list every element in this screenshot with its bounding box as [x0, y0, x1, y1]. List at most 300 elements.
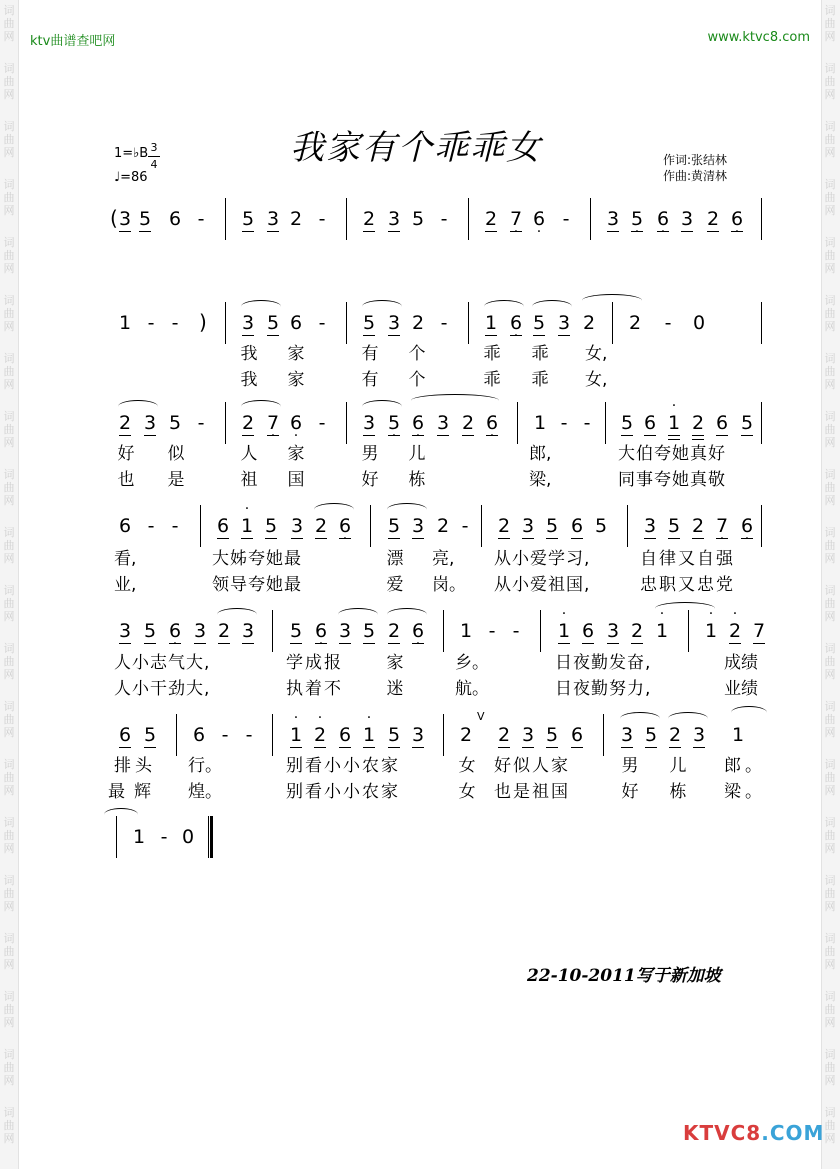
note: 5 [644, 724, 658, 746]
watermark-text: 词 曲 网 [824, 120, 836, 159]
watermark-text: 词 曲 网 [824, 816, 836, 855]
tempo-mark: ♩=86 [114, 170, 148, 185]
watermark-text: 词 曲 网 [824, 294, 836, 333]
note: - [318, 412, 326, 434]
site-url-right: www.ktvc8.com [707, 30, 810, 45]
key-signature: 1=♭B [114, 146, 149, 161]
note: 3 [692, 724, 706, 746]
note: · 5 [630, 208, 644, 230]
lyric: 女, [585, 344, 608, 364]
note: · 1 [289, 724, 303, 746]
note: 1 [459, 620, 473, 642]
note: 6 [570, 515, 584, 537]
lyric: 别看小小农家 [286, 782, 400, 802]
watermark-text: 词 曲 网 [824, 1048, 836, 1087]
lyric: 乖 [483, 370, 501, 390]
lyric: 家 [386, 653, 404, 673]
lyric: 航。 [455, 679, 489, 699]
breath-mark: V [477, 710, 485, 723]
note: - [245, 724, 253, 746]
note: 5 [667, 515, 681, 537]
note: 5 [740, 412, 754, 434]
lyric: 儿 [669, 756, 687, 776]
score-line-1 [0, 208, 840, 278]
note: 2 [459, 724, 473, 746]
lyric: 似 [167, 444, 185, 464]
note: 2 [628, 312, 642, 334]
note: · 6 [730, 208, 744, 230]
lyric: 郎, [529, 444, 552, 464]
lyric: 亮, [432, 549, 455, 569]
score-line-7 [0, 826, 840, 896]
watermark-text: 词 曲 网 [824, 700, 836, 739]
lyric: 大姊夸她最 [212, 549, 302, 569]
time-sig-bottom: 4 [150, 158, 158, 171]
composition-date: 22-10-2011写于新加坡 [527, 966, 721, 986]
lyric: 是 [167, 470, 185, 490]
lyric: 领导夸她最 [212, 575, 302, 595]
note: 2 [241, 412, 255, 434]
watermark-text: 词 曲 网 [824, 584, 836, 623]
lyric: 国 [287, 470, 305, 490]
note: · 6 [314, 620, 328, 642]
repeat-paren-open: ( [110, 206, 118, 230]
note: 5 [620, 412, 634, 434]
note: 2 [387, 620, 401, 642]
note: · 1 [667, 412, 681, 434]
lyric: 好 [621, 782, 639, 802]
note: 6 [643, 412, 657, 434]
note: 3 [680, 208, 694, 230]
barline [225, 198, 226, 240]
note: 3 [557, 312, 571, 334]
watermark-text: 词 曲 网 [3, 236, 15, 275]
lyric: 栋 [669, 782, 687, 802]
note: 6 [168, 208, 182, 230]
note: 0 [692, 312, 706, 334]
lyric: 岗。 [432, 575, 466, 595]
note: · 1 [655, 620, 669, 642]
lyric: 乡。 [455, 653, 489, 673]
lyric: 个 [408, 344, 426, 364]
note: - [440, 208, 448, 230]
lyric: 男 [361, 444, 379, 464]
watermark-text: 词 曲 网 [824, 932, 836, 971]
note: - [318, 312, 326, 334]
lyric: 别看小小农家 [286, 756, 400, 776]
lyric: 女 [458, 782, 476, 802]
note: 5 [138, 208, 152, 230]
lyric: 好 [117, 444, 135, 464]
note: 6 [192, 724, 206, 746]
barline [443, 610, 444, 652]
note: - [440, 312, 448, 334]
lyric: 家 [287, 344, 305, 364]
note: 0 [181, 826, 195, 848]
lyric: 我 [240, 370, 258, 390]
note: · 2 [313, 724, 327, 746]
note: - [562, 208, 570, 230]
time-sig-line [148, 156, 160, 157]
note: 3 [290, 515, 304, 537]
note: 2 [411, 312, 425, 334]
note: 2 [691, 515, 705, 537]
barline [540, 610, 541, 652]
lyric: 从小爱祖国, [494, 575, 591, 595]
barline [346, 302, 347, 344]
note: 5 [411, 208, 425, 230]
note: 5 [387, 515, 401, 537]
watermark-text: 词 曲 网 [3, 874, 15, 913]
note: 6 [118, 724, 132, 746]
lyric: 人 [240, 444, 258, 464]
watermark-text: 词 曲 网 [824, 526, 836, 565]
note: · 6 [411, 412, 425, 434]
lyric: 从小爱学习, [494, 549, 591, 569]
note: 2 [314, 515, 328, 537]
note: 2 [217, 620, 231, 642]
note: 1 [484, 312, 498, 334]
lyric: 儿 [408, 444, 426, 464]
note: 5 [264, 515, 278, 537]
lyric: 人小干劲大, [114, 679, 211, 699]
lyric: 成绩 [724, 653, 758, 673]
note: 3 [606, 620, 620, 642]
lyric: 有 [361, 370, 379, 390]
note: 3 [193, 620, 207, 642]
note: 5 [241, 208, 255, 230]
note: 5 [532, 312, 546, 334]
time-sig-top: 3 [150, 141, 158, 154]
tie [104, 808, 138, 821]
lyric: 我 [240, 344, 258, 364]
site-logo [683, 1121, 824, 1145]
note: 3 [411, 724, 425, 746]
watermark-text: 词 曲 网 [3, 700, 15, 739]
barline [761, 505, 762, 547]
note: · 1 [557, 620, 571, 642]
note: 6 [216, 515, 230, 537]
watermark-text: 词 曲 网 [824, 642, 836, 681]
note: 3 [118, 208, 132, 230]
barline [627, 505, 628, 547]
note: 1 [118, 312, 132, 334]
note: · 2 [728, 620, 742, 642]
final-barline [208, 816, 213, 858]
barline [468, 198, 469, 240]
watermark-text: 词 曲 网 [3, 584, 15, 623]
watermark-text: 词 曲 网 [3, 62, 15, 101]
note: 3 [606, 208, 620, 230]
note: - [171, 312, 179, 334]
note: - [147, 515, 155, 537]
note: 3 [436, 412, 450, 434]
lyric: 祖 [240, 470, 258, 490]
barline [481, 505, 482, 547]
barline [200, 505, 201, 547]
watermark-text: 词 曲 网 [824, 990, 836, 1029]
watermark-text: 词 曲 网 [3, 1048, 15, 1087]
note: - [488, 620, 496, 642]
barline [761, 402, 762, 444]
watermark-text: 词 曲 网 [824, 236, 836, 275]
lyric: 也是祖国 [494, 782, 570, 802]
note: 5 [545, 724, 559, 746]
note: 2 [362, 208, 376, 230]
note: · 6 [289, 412, 303, 434]
tie [731, 706, 767, 719]
note: 5 [594, 515, 608, 537]
barline [116, 816, 117, 858]
lyricist: 作词:张结林 [663, 153, 728, 167]
note: · 6 [411, 620, 425, 642]
note: 3 [521, 724, 535, 746]
note: 3 [620, 724, 634, 746]
note: 3 [411, 515, 425, 537]
note: · 7 [266, 412, 280, 434]
score-line-4 [0, 515, 840, 595]
lyric: 男 [621, 756, 639, 776]
lyric: 个 [408, 370, 426, 390]
note: 5 [143, 620, 157, 642]
note: 2 [436, 515, 450, 537]
barline [605, 402, 606, 444]
lyric: 乖 [531, 344, 549, 364]
note: - [664, 312, 672, 334]
score-line-2 [0, 310, 840, 390]
note: - [512, 620, 520, 642]
note: 3 [387, 208, 401, 230]
barline [225, 402, 226, 444]
watermark-text: 词 曲 网 [824, 62, 836, 101]
note: 6 [338, 724, 352, 746]
watermark-text: 词 曲 网 [3, 468, 15, 507]
lyric: 郎。 [724, 756, 766, 776]
barline [370, 505, 371, 547]
note: 5 [266, 312, 280, 334]
note: 3 [643, 515, 657, 537]
note: · 6 [532, 208, 546, 230]
watermark-text: 词 曲 网 [3, 526, 15, 565]
lyric: 行。 [188, 756, 222, 776]
lyric: 迷 [386, 679, 404, 699]
note: 3 [266, 208, 280, 230]
lyric: 日夜勤努力, [555, 679, 652, 699]
note: 5 [143, 724, 157, 746]
watermark-text: 词 曲 网 [3, 410, 15, 449]
lyric: 业, [114, 575, 137, 595]
note: 5 [289, 620, 303, 642]
note: 2 [497, 724, 511, 746]
note: · 6 [168, 620, 182, 642]
barline [590, 198, 591, 240]
note: 2 [706, 208, 720, 230]
score-line-5 [0, 620, 840, 699]
note: 6 [570, 724, 584, 746]
barline [443, 714, 444, 756]
lyric: 好 [361, 470, 379, 490]
lyric: 乖 [531, 370, 549, 390]
barline [688, 610, 689, 652]
lyric: 自律又自强 [640, 549, 735, 569]
lyric: 家 [287, 370, 305, 390]
note: 2 [630, 620, 644, 642]
note: - [318, 208, 326, 230]
note: 2 [497, 515, 511, 537]
watermark-text: 词 曲 网 [3, 990, 15, 1029]
composer: 作曲:黄清林 [663, 169, 728, 183]
barline [346, 402, 347, 444]
lyric: 排头 [114, 756, 156, 776]
lyric: 梁, [529, 470, 552, 490]
watermark-text: 词 曲 网 [824, 4, 836, 43]
lyric: 女, [585, 370, 608, 390]
watermark-text: 词 曲 网 [3, 120, 15, 159]
note: 1 [533, 412, 547, 434]
watermark-text: 词 曲 网 [3, 4, 15, 43]
note: - [197, 412, 205, 434]
lyric: 最辉 [108, 782, 160, 802]
note: 1 [731, 724, 745, 746]
lyric: 有 [361, 344, 379, 364]
lyric: 大伯夸她真好 [618, 444, 726, 464]
note: - [461, 515, 469, 537]
note: - [160, 826, 168, 848]
note: 2 [691, 412, 705, 434]
note: 2 [484, 208, 498, 230]
note: 6 [289, 312, 303, 334]
barline [761, 198, 762, 240]
note: 2 [668, 724, 682, 746]
note: · 7 [509, 208, 523, 230]
note: 6 [715, 412, 729, 434]
lyric: 好似人家 [494, 756, 570, 776]
lyric: 煌。 [188, 782, 222, 802]
note: 5 [362, 620, 376, 642]
barline [612, 302, 613, 344]
watermark-text: 词 曲 网 [3, 1106, 15, 1145]
logo-main: KTVC8 [683, 1121, 762, 1145]
lyric: 也 [117, 470, 135, 490]
note: 3 [387, 312, 401, 334]
logo-suffix: .COM [761, 1121, 825, 1145]
lyric: 业绩 [724, 679, 758, 699]
lyric: 女 [458, 756, 476, 776]
barline [761, 302, 762, 344]
lyric: 漂 [386, 549, 404, 569]
note: 2 [461, 412, 475, 434]
note: - [171, 515, 179, 537]
lyric: 执着不 [286, 679, 343, 699]
note: · 1 [362, 724, 376, 746]
slur [411, 394, 499, 407]
note: 2 [289, 208, 303, 230]
note: 2 [118, 412, 132, 434]
lyric: 栋 [408, 470, 426, 490]
note: - [197, 208, 205, 230]
note: · 6 [509, 312, 523, 334]
note: 7 [752, 620, 766, 642]
note: · 6 [338, 515, 352, 537]
site-name-left: ktv曲谱查吧网 [30, 34, 116, 49]
note: 3 [143, 412, 157, 434]
note: 5 [545, 515, 559, 537]
note: · 5 [387, 412, 401, 434]
note: 6 [118, 515, 132, 537]
lyric: 人小志气大, [114, 653, 211, 673]
barline [272, 714, 273, 756]
note: - [221, 724, 229, 746]
note: 5 [168, 412, 182, 434]
lyric: 日夜勤发奋, [555, 653, 652, 673]
watermark-text: 词 曲 网 [3, 816, 15, 855]
lyric: 忠职又忠党 [640, 575, 735, 595]
barline [468, 302, 469, 344]
note: · 1 [704, 620, 718, 642]
lyric: 学成报 [286, 653, 343, 673]
lyric: 梁。 [724, 782, 766, 802]
lyric: 同事夸她真敬 [618, 470, 726, 490]
watermark-text: 词 曲 网 [3, 932, 15, 971]
note: 3 [521, 515, 535, 537]
song-title: 我家有个乖乖女 [290, 128, 542, 168]
note: · 1 [240, 515, 254, 537]
barline [176, 714, 177, 756]
time-signature [148, 141, 160, 172]
watermark-text: 词 曲 网 [824, 874, 836, 913]
lyric: 乖 [483, 344, 501, 364]
lyric: 家 [287, 444, 305, 464]
note: 5 [387, 724, 401, 746]
watermark-text: 词 曲 网 [824, 178, 836, 217]
repeat-paren-close: ) [199, 310, 207, 334]
watermark-text: 词 曲 网 [3, 642, 15, 681]
watermark-text: 词 曲 网 [3, 352, 15, 391]
note: - [583, 412, 591, 434]
note: 1 [132, 826, 146, 848]
watermark-text: 词 曲 网 [824, 410, 836, 449]
note: · 7 [715, 515, 729, 537]
lyric: 爱 [386, 575, 404, 595]
note: 3 [241, 620, 255, 642]
note: 6 [581, 620, 595, 642]
barline [225, 302, 226, 344]
watermark-text: 词 曲 网 [3, 178, 15, 217]
watermark-text: 词 曲 网 [824, 468, 836, 507]
note: 2 [582, 312, 596, 334]
note: · 6 [656, 208, 670, 230]
credits [663, 152, 727, 184]
note: 3 [241, 312, 255, 334]
note: - [560, 412, 568, 434]
note: · 6 [740, 515, 754, 537]
note: 5 [362, 312, 376, 334]
watermark-text: 词 曲 网 [824, 352, 836, 391]
watermark-text: 词 曲 网 [824, 758, 836, 797]
note: · 6 [485, 412, 499, 434]
lyric: 看, [114, 549, 137, 569]
barline [272, 610, 273, 652]
note: 3 [118, 620, 132, 642]
note: 3 [362, 412, 376, 434]
note: - [147, 312, 155, 334]
barline [603, 714, 604, 756]
watermark-text: 词 曲 网 [824, 1106, 836, 1145]
barline [517, 402, 518, 444]
barline [346, 198, 347, 240]
note: 3 [338, 620, 352, 642]
watermark-text: 词 曲 网 [3, 758, 15, 797]
